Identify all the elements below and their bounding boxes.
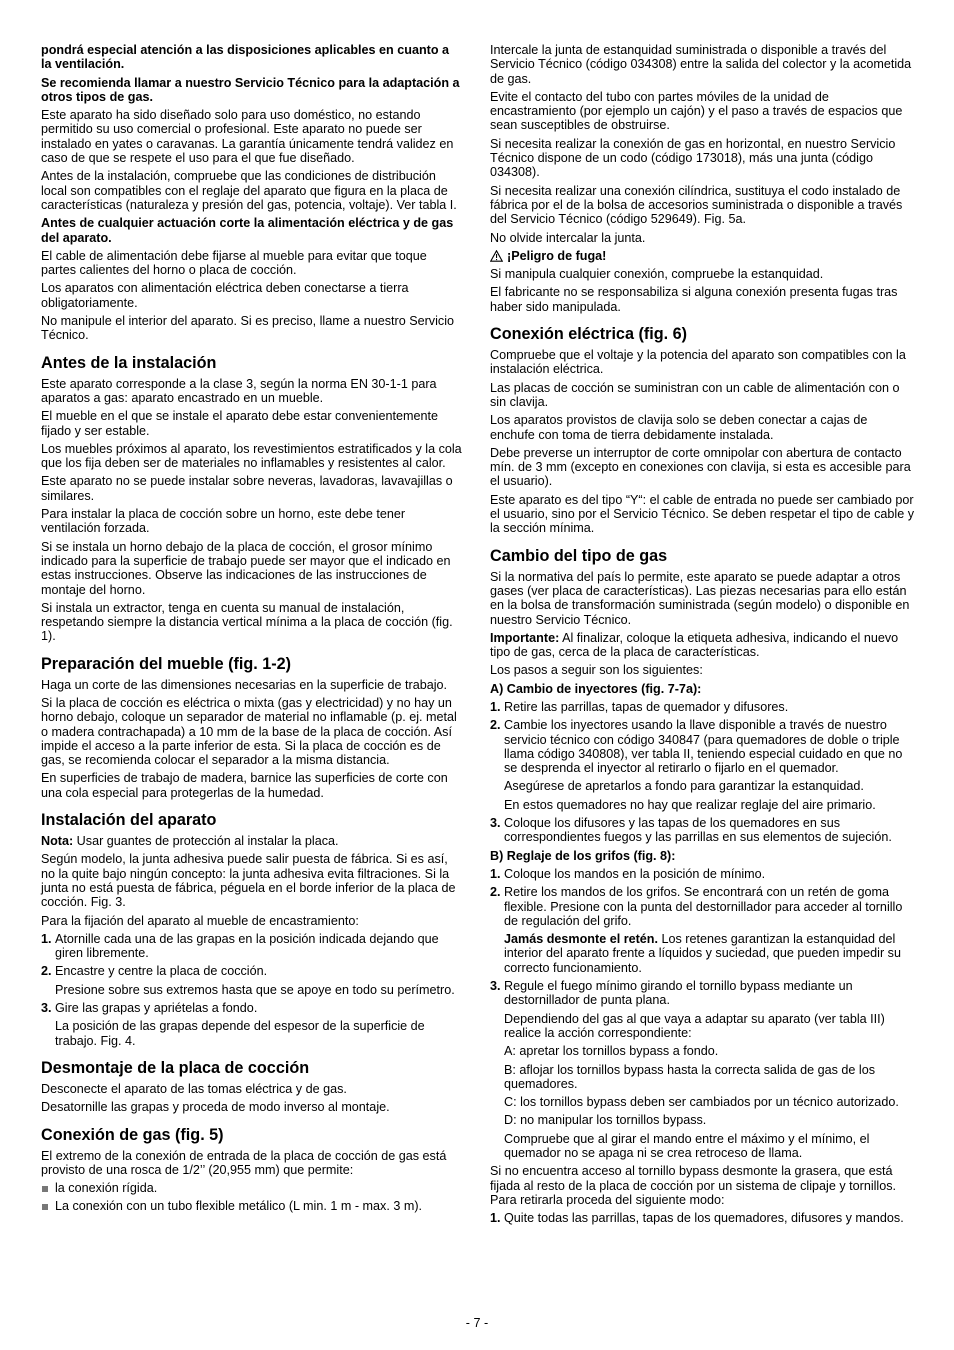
- left-column: [41, 43, 462, 1218]
- important-text: Al finalizar, coloque la etiqueta adhesiva, indicando el nuevo tipo de gas, cerca de la placa de características.: [490, 630, 899, 660]
- list-subtext: Presione sobre sus extremos hasta que se apoye en todo su perímetro.: [55, 982, 455, 997]
- warning-label: Jamás desmonte el retén.: [504, 932, 658, 947]
- list-number: 3.: [490, 816, 501, 831]
- list-text: Retire los mandos de los grifos. Se encontrará con un retén de goma flexible. Presione con la punta del destornillador para acceder al tornillo de regulación del grifo.: [504, 885, 903, 928]
- list-item: [490, 979, 914, 1008]
- paragraph: pondrá especial atención a las disposiciones aplicables en cuanto a la ventilación.: [41, 43, 450, 72]
- list-text: Coloque los difusores y las tapas de los quemadores en sus correspondientes fuegos y las parrillas en sus elementos de sujeción.: [504, 816, 892, 845]
- list-text: Gire las grapas y apriételas a fondo.: [55, 1001, 258, 1016]
- list-subtext: A: apretar los tornillos bypass a fondo.: [504, 1044, 719, 1059]
- paragraph: Desatornille las grapas y proceda de modo inverso al montaje.: [41, 1100, 390, 1115]
- bullet-item: [41, 1199, 462, 1213]
- important-label: Importante:: [490, 630, 560, 645]
- paragraph: Compruebe que el voltaje y la potencia del aparato son compatibles con la instalación eléctrica.: [490, 348, 906, 377]
- list-item: [490, 718, 914, 775]
- list-subtext: [490, 932, 914, 975]
- paragraph: Este aparato ha sido diseñado solo para uso doméstico, no estando permitido su uso comercial o profesional. Este aparato no puede ser instalado en yates o caravanas. La garantía únicamente tendrá validez en caso de que se respete el uso para el que fue diseñado.: [41, 108, 454, 166]
- warning-triangle-icon: [490, 250, 503, 262]
- bullet-text: la conexión rígida.: [55, 1181, 158, 1196]
- paragraph: Los pasos a seguir son los siguientes:: [490, 663, 703, 678]
- list-subtext: La posición de las grapas depende del espesor de la superficie de trabajo. Fig. 4.: [55, 1019, 425, 1048]
- paragraph: Si necesita realizar una conexión cilíndrica, sustituya el codo instalado de fábrica por el de la bolsa de accesorios suministrada o disponible a través del Servicio Técnico (código 529649). Fig. 5a.: [490, 183, 903, 227]
- list-number: 2.: [490, 885, 501, 900]
- list-subtext: Compruebe que al girar el mando entre el máximo y el mínimo, el quemador no se apaga ni se crea retroceso de llama.: [504, 1131, 870, 1160]
- warning-heading: [490, 249, 914, 263]
- paragraph: No olvide intercalar la junta.: [490, 230, 646, 245]
- list-subtext: D: no manipular los tornillos bypass.: [504, 1113, 707, 1128]
- list-number: 1.: [41, 931, 52, 946]
- list-item: [490, 700, 914, 714]
- section-heading-preparacion: Preparación del mueble (fig. 1-2): [41, 654, 292, 673]
- list-number: 1.: [490, 699, 501, 714]
- section-heading-cambio-gas: Cambio del tipo de gas: [490, 546, 668, 565]
- list-item: [41, 932, 462, 961]
- paragraph: En superficies de trabajo de madera, barnice las superficies de corte con una cola especial para protegerlas de la humedad.: [41, 771, 448, 800]
- paragraph: Para instalar la placa de cocción sobre un horno, este debe tener ventilación forzada.: [41, 507, 406, 536]
- paragraph: Si instala un extractor, tenga en cuenta su manual de instalación, respetando siempre la distancia vertical mínima a la placa de cocción (fig. 1).: [41, 600, 453, 644]
- paragraph: Las placas de cocción se suministran con un cable de alimentación con o sin clavija.: [490, 380, 900, 409]
- paragraph: Desconecte el aparato de las tomas eléctrica y de gas.: [41, 1081, 347, 1096]
- paragraph: Si la normativa del país lo permite, este aparato se puede adaptar a otros gases (ver placa de características). Las piezas necesarias para ello están en la bolsa de transformación suministrada (según modelo) o disponible en nuestro Servicio Técnico.: [490, 569, 910, 627]
- list-item: [490, 867, 914, 881]
- list-text: Retire las parrillas, tapas de quemador y difusores.: [504, 699, 789, 714]
- note-paragraph: [41, 834, 462, 848]
- list-item: [41, 964, 462, 978]
- paragraph: Este aparato corresponde a la clase 3, según la norma EN 30-1-1 para aparatos a gas: aparato encastrado en un mueble.: [41, 376, 437, 405]
- list-item: [490, 1211, 914, 1225]
- paragraph: Los aparatos provistos de clavija solo se deben conectar a cajas de enchufe con toma de tierra debidamente instalada.: [490, 413, 868, 442]
- section-heading-desmontaje: Desmontaje de la placa de cocción: [41, 1058, 310, 1077]
- important-paragraph: [490, 631, 914, 660]
- section-heading-antes: Antes de la instalación: [41, 353, 217, 372]
- square-bullet-icon: [42, 1204, 48, 1210]
- list-text: Encastre y centre la placa de cocción.: [55, 964, 268, 979]
- right-column: [490, 43, 914, 1229]
- list-text: Quite todas las parrillas, tapas de los quemadores, difusores y mandos.: [504, 1211, 904, 1226]
- list-number: 3.: [490, 979, 501, 994]
- list-item: [41, 1001, 462, 1015]
- paragraph: Si manipula cualquier conexión, compruebe la estanquidad.: [490, 267, 824, 282]
- paragraph: Según modelo, la junta adhesiva puede salir puesta de fábrica. Si es así, no la quite bajo ningún concepto: la junta adhesiva evita filtraciones. Si la junta no está puesta de fábrica, péguela en el borde inferior de la placa de cocción. Fig. 3.: [41, 852, 456, 910]
- paragraph: Este aparato no se puede instalar sobre neveras, lavadoras, lavavajillas o similares.: [41, 474, 453, 503]
- list-number: 3.: [41, 1001, 52, 1016]
- paragraph: Antes de la instalación, compruebe que las condiciones de distribución local son compatibles con el reglaje del aparato que figura en la placa de características (naturaleza y presión del gas, potencia, voltaje). Ver tabla I.: [41, 169, 457, 212]
- list-subtext: B: aflojar los tornillos bypass hasta la correcta salida de gas de los quemadores.: [504, 1062, 876, 1091]
- paragraph: Si necesita realizar la conexión de gas en horizontal, en nuestro Servicio Técnico dispone de un codo (código 173018), más una junta (código 034308).: [490, 136, 896, 180]
- subheading-grifos: B) Reglaje de los grifos (fig. 8):: [490, 848, 676, 863]
- list-text: Atornille cada una de las grapas en la posición indicada dejando que giren libremente.: [55, 931, 439, 961]
- paragraph: El fabricante no se responsabiliza si alguna conexión presenta fugas tras haber sido manipulada.: [490, 285, 898, 314]
- paragraph: Evite el contacto del tubo con partes móviles de la unidad de encastramiento (por ejemplo un cajón) y el paso a través de espacios que sean susceptibles de obstruirse.: [490, 89, 903, 133]
- list-number: 1.: [490, 1211, 501, 1226]
- section-heading-conexion-gas: Conexión de gas (fig. 5): [41, 1125, 224, 1144]
- list-item: [490, 885, 914, 928]
- square-bullet-icon: [42, 1186, 48, 1192]
- list-subtext: C: los tornillos bypass deben ser cambiados por un técnico autorizado.: [504, 1095, 899, 1110]
- note-label: Nota:: [41, 834, 74, 849]
- warning-label: ¡Peligro de fuga!: [507, 248, 607, 263]
- paragraph: Antes de cualquier actuación corte la alimentación eléctrica y de gas del aparato.: [41, 216, 454, 245]
- page-number: - 7 -: [465, 1316, 489, 1330]
- paragraph: Los muebles próximos al aparato, los revestimientos estratificados y la cola que los fija deben ser de materiales no inflamables y resistentes al calor.: [41, 441, 462, 471]
- subheading-inyectores: A) Cambio de inyectores (fig. 7-7a):: [490, 681, 702, 696]
- list-item: [490, 816, 914, 845]
- list-subtext: Asegúrese de apretarlos a fondo para garantizar la estanquidad.: [504, 779, 864, 794]
- list-number: 2.: [41, 964, 52, 979]
- list-text: Los retenes garantizan la estanquidad del interior del aparato frente a líquidos y suciedad, que pueden impedir su correcto funcionamiento.: [504, 932, 901, 975]
- list-subtext: En estos quemadores no hay que realizar reglaje del aire primario.: [504, 797, 876, 812]
- list-text: Cambie los inyectores usando la llave disponible a través de nuestro servicio técnico con código 340847 (para quemadores de doble o triple llama código 340808), ver tabla II, teniendo especial cuidado en que no se desprenda el inyector al retirarlo o fijarlo en el quemador.: [504, 718, 903, 776]
- paragraph: El cable de alimentación debe fijarse al mueble para evitar que toque partes calientes del horno o placa de cocción.: [41, 248, 427, 278]
- paragraph: Haga un corte de las dimensiones necesarias en la superficie de trabajo.: [41, 677, 448, 692]
- list-number: 2.: [490, 718, 501, 733]
- note-text: Usar guantes de protección al instalar la placa.: [73, 834, 339, 849]
- paragraph: El extremo de la conexión de entrada de la placa de cocción de gas está provisto de una rosca de 1/2’’ (20,955 mm) que permite:: [41, 1148, 447, 1177]
- paragraph: El mueble en el que se instale el aparato debe estar convenientemente fijado y ser estable.: [41, 409, 438, 438]
- bullet-item: [41, 1181, 462, 1195]
- section-heading-instalacion: Instalación del aparato: [41, 811, 217, 830]
- list-text: Regule el fuego mínimo girando el tornillo bypass mediante un destornillador de punta plana.: [504, 979, 853, 1008]
- paragraph: Se recomienda llamar a nuestro Servicio Técnico para la adaptación a otros tipos de gas.: [41, 75, 460, 104]
- paragraph: Si la placa de cocción es eléctrica o mixta (gas y electricidad) y no hay un horno debajo, coloque un separador de material no inflamable (p. ej. metal o madera contrachapada) a 10 mm de la base de la placa de cocción. Así impide el acceso a la parte inferior de esta. Si la placa de cocción es de gas, se recomienda colocar el separador a la misma distancia.: [41, 695, 457, 768]
- list-number: 1.: [490, 866, 501, 881]
- bullet-text: La conexión con un tubo flexible metálico (L min. 1 m - max. 3 m).: [55, 1199, 423, 1214]
- paragraph: Para la fijación del aparato al mueble de encastramiento:: [41, 913, 359, 928]
- paragraph: Intercale la junta de estanquidad suministrada o disponible a través del Servicio Técnico (código 034308) entre la salida del colector y la acometida de gas.: [490, 43, 912, 86]
- list-text: Coloque los mandos en la posición de mínimo.: [504, 866, 766, 881]
- paragraph: Los aparatos con alimentación eléctrica deben conectarse a tierra obligatoriamente.: [41, 281, 409, 310]
- paragraph: Debe preverse un interruptor de corte omnipolar con abertura de contacto mín. de 3 mm (excepto en conexiones con clavija, si esta es accesible para el usuario).: [490, 445, 911, 489]
- paragraph: No manipule el interior del aparato. Si es preciso, llame a nuestro Servicio Técnico.: [41, 314, 454, 343]
- paragraph: Si no encuentra acceso al tornillo bypass desmonte la grasera, que está fijada al resto de la placa de cocción por un sistema de clipaje y tornillos. Para retirarla proceda del siguiente modo:: [490, 1164, 897, 1207]
- paragraph: Si se instala un horno debajo de la placa de cocción, el grosor mínimo indicado para la superficie de trabajo puede ser mayor que el indicado en estas instrucciones. Observe las indicaciones de las instrucciones de montaje del horno.: [41, 539, 451, 597]
- paragraph: Este aparato es del tipo “Y“: el cable de entrada no puede ser cambiado por el usuario, sino por el Servicio Técnico. Se deben respetar el tipo de cable y la sección mínima.: [490, 492, 914, 536]
- section-heading-conexion-electrica: Conexión eléctrica (fig. 6): [490, 325, 687, 344]
- list-subtext: Dependiendo del gas al que vaya a adaptar su aparato (ver tabla III) realice la acción correspondiente:: [504, 1011, 885, 1040]
